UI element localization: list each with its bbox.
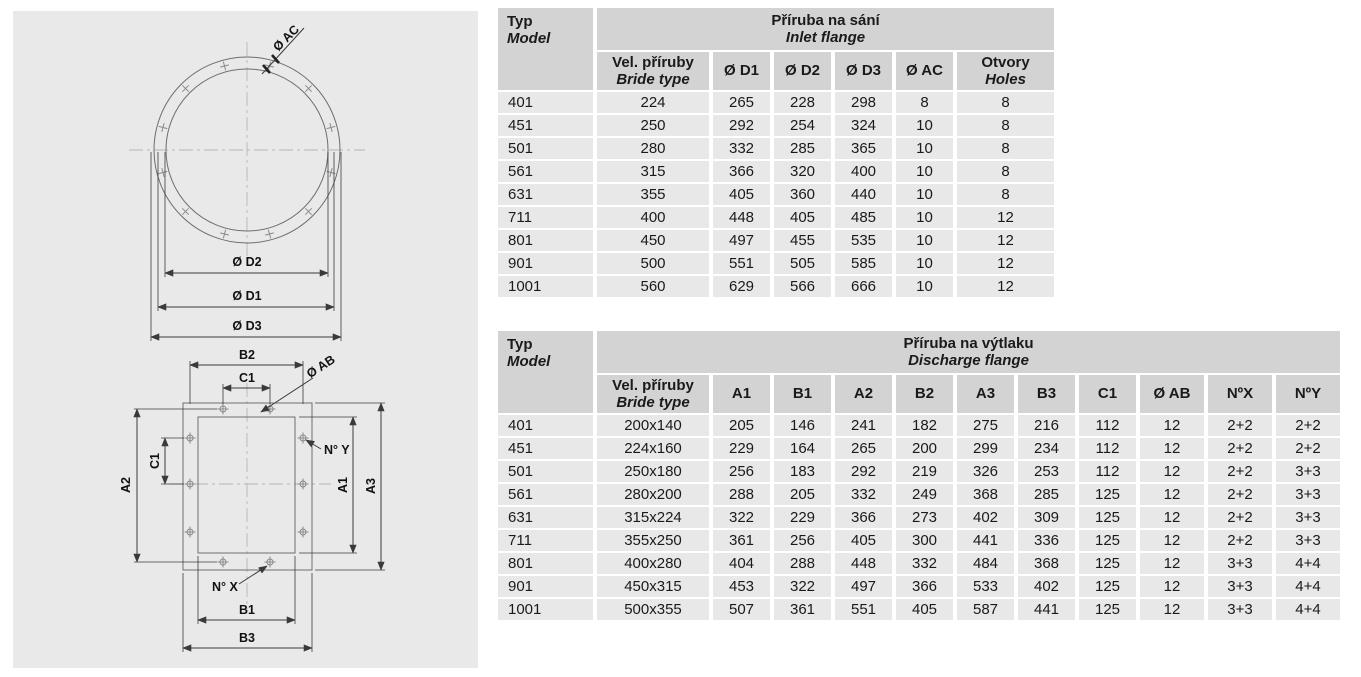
value-cell: 4+4	[1276, 599, 1340, 620]
col-header-ac: Ø AC	[896, 52, 953, 90]
col-header-ny: NºY	[1276, 375, 1340, 413]
dim-label-d3: Ø D3	[232, 319, 262, 333]
value-cell: 256	[774, 530, 831, 551]
model-cell: 1001	[498, 599, 593, 620]
dim-a2	[119, 409, 217, 562]
value-cell: 355	[597, 184, 709, 205]
model-cell: 711	[498, 530, 593, 551]
table-row	[498, 253, 1054, 274]
flange-drawings-panel	[13, 11, 478, 668]
dim-label-a3: A3	[364, 478, 378, 494]
value-cell: 125	[1079, 553, 1136, 574]
model-header-line1: Typ	[507, 336, 533, 353]
value-cell: 280	[597, 138, 709, 159]
inlet-title-line2: Inlet flange	[785, 29, 866, 46]
bride-type-line1: Vel. příruby	[612, 53, 694, 71]
value-cell: 12	[1140, 530, 1204, 551]
discharge-flange-table	[494, 329, 1344, 622]
value-cell: 12	[1140, 553, 1204, 574]
value-cell: 253	[1018, 461, 1075, 482]
table-row	[498, 230, 1054, 251]
discharge-title-line2: Discharge flange	[908, 352, 1029, 369]
value-cell: 309	[1018, 507, 1075, 528]
value-cell: 585	[835, 253, 892, 274]
value-cell: 12	[957, 230, 1054, 251]
value-cell: 453	[713, 576, 770, 597]
value-cell: 205	[713, 415, 770, 436]
col-header-b2: B2	[896, 375, 953, 413]
model-cell: 501	[498, 461, 593, 482]
value-cell: 112	[1079, 415, 1136, 436]
table-row	[498, 576, 1340, 597]
table-row	[498, 599, 1340, 620]
value-cell: 10	[896, 207, 953, 228]
value-cell: 12	[1140, 461, 1204, 482]
dim-label-d1: Ø D1	[232, 289, 262, 303]
value-cell: 2+2	[1208, 484, 1272, 505]
table-row	[498, 161, 1054, 182]
model-cell: 711	[498, 207, 593, 228]
value-cell: 8	[957, 92, 1054, 113]
value-cell: 322	[713, 507, 770, 528]
value-cell: 2+2	[1208, 438, 1272, 459]
value-cell: 450	[597, 230, 709, 251]
value-cell: 250	[597, 115, 709, 136]
value-cell: 219	[896, 461, 953, 482]
value-cell: 3+3	[1208, 599, 1272, 620]
value-cell: 8	[957, 138, 1054, 159]
table-row	[498, 207, 1054, 228]
value-cell: 12	[1140, 599, 1204, 620]
value-cell: 12	[1140, 507, 1204, 528]
outer-flange-rect	[183, 403, 312, 570]
flange-drawing-svg	[13, 11, 478, 668]
value-cell: 3+3	[1276, 484, 1340, 505]
model-header-line2: Model	[507, 30, 551, 47]
value-cell: 505	[774, 253, 831, 274]
value-cell: 336	[1018, 530, 1075, 551]
inlet-table-body	[498, 92, 1054, 297]
value-cell: 629	[713, 276, 770, 297]
value-cell: 535	[835, 230, 892, 251]
value-cell: 400x280	[597, 553, 709, 574]
value-cell: 10	[896, 230, 953, 251]
model-cell: 401	[498, 415, 593, 436]
value-cell: 405	[774, 207, 831, 228]
dim-c1-vertical	[148, 438, 184, 484]
value-cell: 234	[1018, 438, 1075, 459]
model-cell: 901	[498, 253, 593, 274]
value-cell: 405	[835, 530, 892, 551]
value-cell: 10	[896, 253, 953, 274]
col-header-c1: C1	[1079, 375, 1136, 413]
dim-label-b2: B2	[239, 348, 255, 362]
value-cell: 229	[774, 507, 831, 528]
value-cell: 275	[957, 415, 1014, 436]
dim-label-d2: Ø D2	[232, 255, 262, 269]
col-header-b1: B1	[774, 375, 831, 413]
value-cell: 10	[896, 115, 953, 136]
value-cell: 241	[835, 415, 892, 436]
value-cell: 288	[713, 484, 770, 505]
value-cell: 324	[835, 115, 892, 136]
bride-type-header	[597, 375, 709, 413]
bride-type-line2: Bride type	[616, 71, 690, 88]
table-row	[498, 530, 1340, 551]
table-row	[498, 415, 1340, 436]
model-cell: 801	[498, 553, 593, 574]
value-cell: 587	[957, 599, 1014, 620]
value-cell: 332	[713, 138, 770, 159]
dim-label-ny: N° Y	[324, 443, 350, 457]
value-cell: 666	[835, 276, 892, 297]
inlet-flange-title	[597, 8, 1054, 50]
model-cell: 801	[498, 230, 593, 251]
value-cell: 256	[713, 461, 770, 482]
model-header-line2: Model	[507, 353, 551, 370]
value-cell: 146	[774, 415, 831, 436]
value-cell: 12	[957, 207, 1054, 228]
value-cell: 402	[957, 507, 1014, 528]
rect-bolt-holes	[185, 404, 309, 568]
col-header-nx: NºX	[1208, 375, 1272, 413]
value-cell: 300	[896, 530, 953, 551]
value-cell: 485	[835, 207, 892, 228]
table-row	[498, 553, 1340, 574]
value-cell: 484	[957, 553, 1014, 574]
table-row	[498, 484, 1340, 505]
dim-label-b3: B3	[239, 631, 255, 645]
dim-label-b1: B1	[239, 603, 255, 617]
value-cell: 205	[774, 484, 831, 505]
model-cell: 631	[498, 507, 593, 528]
value-cell: 249	[896, 484, 953, 505]
value-cell: 315	[597, 161, 709, 182]
value-cell: 2+2	[1208, 530, 1272, 551]
value-cell: 12	[957, 276, 1054, 297]
value-cell: 12	[957, 253, 1054, 274]
value-cell: 400	[597, 207, 709, 228]
value-cell: 366	[896, 576, 953, 597]
value-cell: 125	[1079, 530, 1136, 551]
discharge-title-line1: Příruba na výtlaku	[903, 335, 1034, 352]
value-cell: 125	[1079, 576, 1136, 597]
value-cell: 402	[1018, 576, 1075, 597]
value-cell: 229	[713, 438, 770, 459]
model-header-line1: Typ	[507, 13, 533, 30]
dim-label-c1-vertical: C1	[148, 453, 162, 469]
value-cell: 322	[774, 576, 831, 597]
value-cell: 228	[774, 92, 831, 113]
table-row	[498, 276, 1054, 297]
value-cell: 533	[957, 576, 1014, 597]
value-cell: 288	[774, 553, 831, 574]
discharge-flange-table-wrap	[494, 329, 1344, 622]
value-cell: 3+3	[1276, 507, 1340, 528]
value-cell: 551	[713, 253, 770, 274]
value-cell: 400	[835, 161, 892, 182]
value-cell: 265	[835, 438, 892, 459]
model-cell: 401	[498, 92, 593, 113]
model-cell: 561	[498, 161, 593, 182]
value-cell: 404	[713, 553, 770, 574]
value-cell: 12	[1140, 438, 1204, 459]
value-cell: 366	[835, 507, 892, 528]
table-row	[498, 184, 1054, 205]
bride-type-line2: Bride type	[616, 394, 690, 411]
value-cell: 299	[957, 438, 1014, 459]
value-cell: 164	[774, 438, 831, 459]
model-cell: 451	[498, 438, 593, 459]
value-cell: 448	[713, 207, 770, 228]
value-cell: 440	[835, 184, 892, 205]
value-cell: 361	[713, 530, 770, 551]
value-cell: 125	[1079, 484, 1136, 505]
col-header-ab: Ø AB	[1140, 375, 1204, 413]
value-cell: 8	[957, 161, 1054, 182]
holes-header	[957, 52, 1054, 90]
value-cell: 10	[896, 138, 953, 159]
holes-line1: Otvory	[981, 53, 1030, 71]
value-cell: 8	[896, 92, 953, 113]
value-cell: 200x140	[597, 415, 709, 436]
value-cell: 315x224	[597, 507, 709, 528]
inlet-flange-table	[494, 6, 1058, 299]
dim-label-ac: Ø AC	[270, 22, 303, 55]
value-cell: 551	[835, 599, 892, 620]
value-cell: 285	[774, 138, 831, 159]
value-cell: 2+2	[1276, 415, 1340, 436]
value-cell: 441	[957, 530, 1014, 551]
value-cell: 280x200	[597, 484, 709, 505]
model-cell: 631	[498, 184, 593, 205]
model-cell: 451	[498, 115, 593, 136]
col-header-a1: A1	[713, 375, 770, 413]
dim-d1	[158, 152, 334, 311]
col-header-d3: Ø D3	[835, 52, 892, 90]
value-cell: 4+4	[1276, 553, 1340, 574]
value-cell: 560	[597, 276, 709, 297]
discharge-table-body	[498, 415, 1340, 620]
value-cell: 497	[835, 576, 892, 597]
value-cell: 500	[597, 253, 709, 274]
inlet-flange-table-wrap	[494, 6, 1058, 299]
bride-type-header	[597, 52, 709, 90]
value-cell: 10	[896, 184, 953, 205]
value-cell: 2+2	[1276, 438, 1340, 459]
value-cell: 183	[774, 461, 831, 482]
value-cell: 254	[774, 115, 831, 136]
value-cell: 216	[1018, 415, 1075, 436]
value-cell: 2+2	[1208, 461, 1272, 482]
value-cell: 10	[896, 276, 953, 297]
value-cell: 3+3	[1208, 553, 1272, 574]
value-cell: 112	[1079, 438, 1136, 459]
value-cell: 12	[1140, 415, 1204, 436]
col-header-a3: A3	[957, 375, 1014, 413]
table-row	[498, 507, 1340, 528]
inlet-flange-drawing	[129, 22, 365, 341]
value-cell: 10	[896, 161, 953, 182]
discharge-flange-drawing	[119, 348, 385, 652]
dim-label-a1: A1	[336, 477, 350, 493]
value-cell: 448	[835, 553, 892, 574]
dim-c1-horizontal	[223, 371, 270, 404]
value-cell: 200	[896, 438, 953, 459]
bride-type-line1: Vel. příruby	[612, 376, 694, 394]
value-cell: 332	[896, 553, 953, 574]
value-cell: 366	[713, 161, 770, 182]
model-cell: 901	[498, 576, 593, 597]
col-header-d2: Ø D2	[774, 52, 831, 90]
dim-ac	[262, 22, 304, 74]
value-cell: 3+3	[1276, 530, 1340, 551]
value-cell: 250x180	[597, 461, 709, 482]
value-cell: 8	[957, 115, 1054, 136]
model-cell: 1001	[498, 276, 593, 297]
dim-label-a2: A2	[119, 477, 133, 493]
dim-d2	[165, 152, 328, 277]
value-cell: 405	[713, 184, 770, 205]
dim-a3	[315, 403, 385, 570]
model-column-header	[498, 331, 593, 413]
dim-a1	[299, 417, 357, 553]
value-cell: 361	[774, 599, 831, 620]
value-cell: 298	[835, 92, 892, 113]
value-cell: 2+2	[1208, 507, 1272, 528]
value-cell: 355x250	[597, 530, 709, 551]
table-row	[498, 438, 1340, 459]
value-cell: 273	[896, 507, 953, 528]
value-cell: 285	[1018, 484, 1075, 505]
value-cell: 326	[957, 461, 1014, 482]
value-cell: 125	[1079, 599, 1136, 620]
value-cell: 224x160	[597, 438, 709, 459]
value-cell: 360	[774, 184, 831, 205]
value-cell: 507	[713, 599, 770, 620]
value-cell: 450x315	[597, 576, 709, 597]
duct-rect	[198, 417, 295, 553]
table-row	[498, 138, 1054, 159]
col-header-d1: Ø D1	[713, 52, 770, 90]
model-column-header	[498, 8, 593, 90]
dim-d3	[151, 152, 341, 341]
value-cell: 405	[896, 599, 953, 620]
holes-line2: Holes	[985, 71, 1026, 88]
dim-label-c1-horizontal: C1	[239, 371, 255, 385]
inlet-title-line1: Příruba na sání	[771, 12, 880, 29]
col-header-a2: A2	[835, 375, 892, 413]
value-cell: 125	[1079, 507, 1136, 528]
value-cell: 292	[835, 461, 892, 482]
value-cell: 368	[1018, 553, 1075, 574]
value-cell: 368	[957, 484, 1014, 505]
value-cell: 182	[896, 415, 953, 436]
model-cell: 501	[498, 138, 593, 159]
value-cell: 2+2	[1208, 415, 1272, 436]
value-cell: 112	[1079, 461, 1136, 482]
table-row	[498, 115, 1054, 136]
table-row	[498, 461, 1340, 482]
value-cell: 3+3	[1276, 461, 1340, 482]
value-cell: 12	[1140, 484, 1204, 505]
value-cell: 3+3	[1208, 576, 1272, 597]
value-cell: 455	[774, 230, 831, 251]
value-cell: 8	[957, 184, 1054, 205]
value-cell: 265	[713, 92, 770, 113]
model-cell: 561	[498, 484, 593, 505]
value-cell: 292	[713, 115, 770, 136]
value-cell: 320	[774, 161, 831, 182]
value-cell: 12	[1140, 576, 1204, 597]
value-cell: 566	[774, 276, 831, 297]
dim-label-ab: Ø AB	[304, 352, 338, 381]
value-cell: 365	[835, 138, 892, 159]
value-cell: 332	[835, 484, 892, 505]
discharge-flange-title	[597, 331, 1340, 373]
value-cell: 224	[597, 92, 709, 113]
col-header-b3: B3	[1018, 375, 1075, 413]
label-ny	[306, 440, 350, 457]
value-cell: 497	[713, 230, 770, 251]
value-cell: 500x355	[597, 599, 709, 620]
value-cell: 441	[1018, 599, 1075, 620]
table-row	[498, 92, 1054, 113]
dim-label-nx: N° X	[212, 580, 238, 594]
value-cell: 4+4	[1276, 576, 1340, 597]
